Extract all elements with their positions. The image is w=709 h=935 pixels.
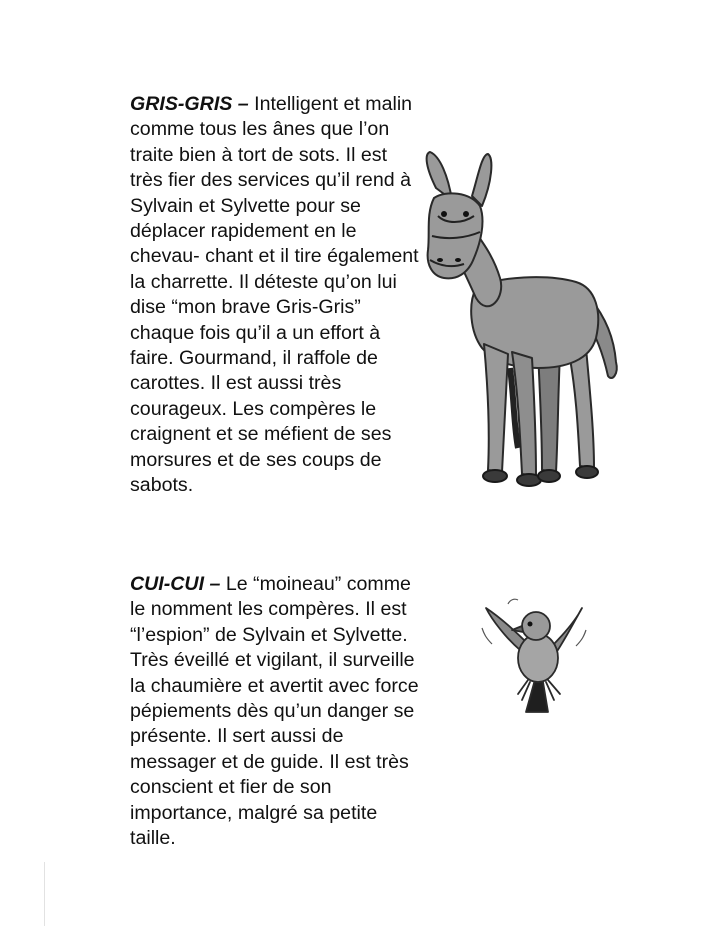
donkey-illustration [418,148,626,508]
entry-gris-gris [130,92,420,499]
character-name: CUI-CUI – [130,573,221,595]
page-edge-mark [44,862,45,926]
sparrow-illustration [478,598,588,718]
entry-paragraph [130,572,420,851]
character-description: Le “moineau” comme le nomment les compères. Il est “l’espion” de Sylvain et Sylvette. Très éveillé et vigilant, il surveille la chaumière et avertit avec force pépiements dès qu’un danger se présente. Il sert aussi de messager et de guide. Il est très conscient et fier de son importance, malgré sa petite taille. [130,573,419,850]
entry-paragraph [130,92,420,499]
character-description: Intelligent et malin comme tous les ânes que l’on traite bien à tort de sots. Il est très fier des services qu’il rend à Sylvain et Sylvette pour se déplacer rapidement en le chevau- chant et il tire également la charrette. Il déteste qu’on lui dise “mon brave Gris-Gris” chaque fois qu’il a un effort à faire. Gourmand, il raffole de carottes. Il est aussi très courageux. Les compères le craignent et se méfient de ses morsures et de ses coups de sabots. [130,93,419,497]
character-name: GRIS-GRIS – [130,93,249,115]
entry-cui-cui [130,572,420,851]
